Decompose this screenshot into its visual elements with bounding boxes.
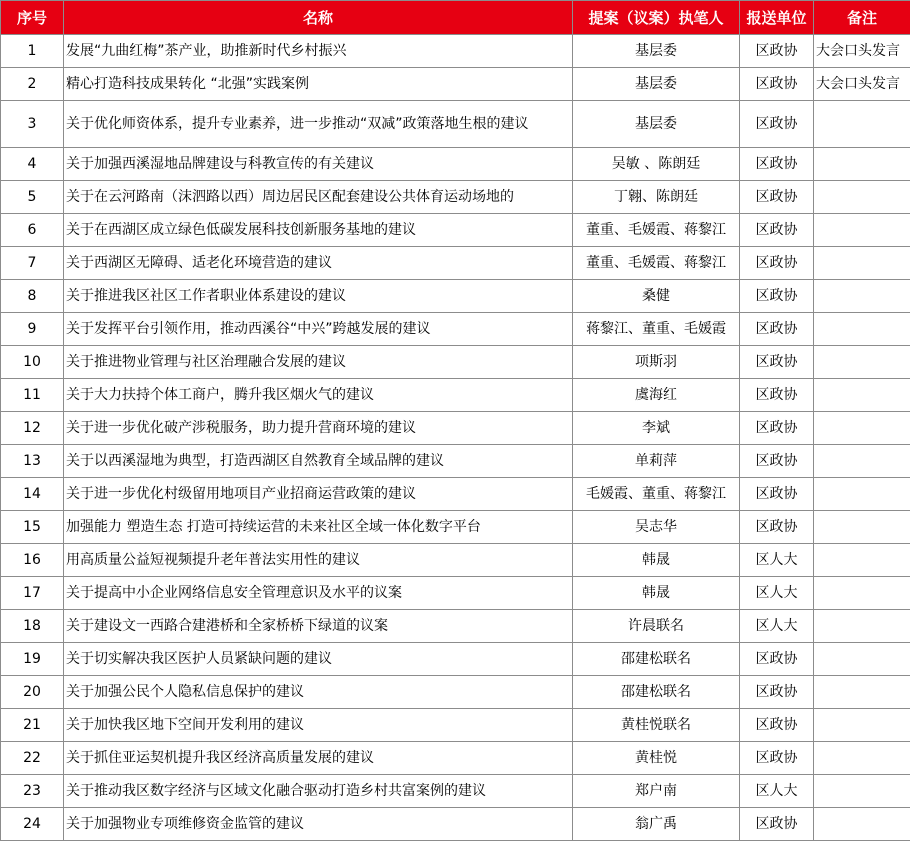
table-row	[1, 709, 910, 742]
table-row	[1, 280, 910, 313]
cell-note	[814, 247, 910, 280]
cell-author: 董重、毛媛霞、蒋黎江	[573, 214, 740, 247]
cell-note	[814, 313, 910, 346]
cell-author: 吴敏 、陈朗廷	[573, 148, 740, 181]
cell-author: 李斌	[573, 412, 740, 445]
table-row	[1, 643, 910, 676]
cell-name: 关于建设文一西路合建港桥和全家桥桥下绿道的议案	[64, 610, 573, 643]
cell-author: 许晨联名	[573, 610, 740, 643]
table-row	[1, 181, 910, 214]
cell-name: 精心打造科技成果转化 “北强”实践案例	[64, 68, 573, 101]
cell-name: 关于切实解决我区医护人员紧缺问题的建议	[64, 643, 573, 676]
cell-unit: 区政协	[740, 181, 814, 214]
cell-note	[814, 379, 910, 412]
cell-no: 3	[1, 101, 64, 148]
cell-unit: 区政协	[740, 214, 814, 247]
cell-note	[814, 676, 910, 709]
cell-unit: 区人大	[740, 544, 814, 577]
table-row	[1, 742, 910, 775]
cell-name: 关于推进物业管理与社区治理融合发展的建议	[64, 346, 573, 379]
cell-unit: 区政协	[740, 742, 814, 775]
cell-no: 21	[1, 709, 64, 742]
cell-no: 10	[1, 346, 64, 379]
cell-note	[814, 577, 910, 610]
cell-name: 关于加快我区地下空间开发利用的建议	[64, 709, 573, 742]
cell-note	[814, 214, 910, 247]
cell-no: 15	[1, 511, 64, 544]
cell-note	[814, 775, 910, 808]
cell-unit: 区政协	[740, 808, 814, 841]
cell-name: 关于发挥平台引领作用，推动西溪谷“中兴”跨越发展的建议	[64, 313, 573, 346]
header-note: 备注	[814, 1, 910, 35]
cell-name: 关于大力扶持个体工商户，腾升我区烟火气的建议	[64, 379, 573, 412]
cell-no: 5	[1, 181, 64, 214]
cell-note	[814, 148, 910, 181]
cell-unit: 区政协	[740, 478, 814, 511]
cell-note	[814, 544, 910, 577]
cell-no: 20	[1, 676, 64, 709]
cell-note	[814, 445, 910, 478]
table-row	[1, 445, 910, 478]
cell-note	[814, 280, 910, 313]
table-row	[1, 544, 910, 577]
cell-no: 14	[1, 478, 64, 511]
cell-name: 关于抓住亚运契机提升我区经济高质量发展的建议	[64, 742, 573, 775]
cell-note	[814, 511, 910, 544]
table-row	[1, 610, 910, 643]
table-row	[1, 247, 910, 280]
cell-unit: 区人大	[740, 577, 814, 610]
cell-note: 大会口头发言	[814, 35, 910, 68]
table-row	[1, 214, 910, 247]
cell-unit: 区政协	[740, 247, 814, 280]
cell-unit: 区政协	[740, 709, 814, 742]
cell-no: 6	[1, 214, 64, 247]
cell-name: 关于西湖区无障碍、适老化环境营造的建议	[64, 247, 573, 280]
cell-no: 4	[1, 148, 64, 181]
cell-unit: 区政协	[740, 68, 814, 101]
cell-no: 24	[1, 808, 64, 841]
cell-author: 邵建松联名	[573, 676, 740, 709]
cell-name: 用高质量公益短视频提升老年普法实用性的建议	[64, 544, 573, 577]
cell-author: 基层委	[573, 35, 740, 68]
cell-unit: 区政协	[740, 35, 814, 68]
cell-author: 黄桂悦联名	[573, 709, 740, 742]
cell-no: 17	[1, 577, 64, 610]
cell-name: 关于优化师资体系，提升专业素养，进一步推动“双减”政策落地生根的建议	[64, 101, 573, 148]
cell-name: 发展“九曲红梅”茶产业，助推新时代乡村振兴	[64, 35, 573, 68]
cell-note	[814, 742, 910, 775]
cell-note	[814, 808, 910, 841]
table-row	[1, 511, 910, 544]
cell-author: 韩晟	[573, 577, 740, 610]
cell-name: 关于推动我区数字经济与区域文化融合驱动打造乡村共富案例的建议	[64, 775, 573, 808]
cell-author: 郑户南	[573, 775, 740, 808]
cell-note	[814, 478, 910, 511]
cell-no: 13	[1, 445, 64, 478]
table-row	[1, 148, 910, 181]
cell-author: 单莉萍	[573, 445, 740, 478]
cell-name: 关于在云河路南（沫泗路以西）周边居民区配套建设公共体育运动场地的	[64, 181, 573, 214]
cell-unit: 区政协	[740, 445, 814, 478]
header-name: 名称	[64, 1, 573, 35]
cell-note	[814, 412, 910, 445]
table-row	[1, 379, 910, 412]
cell-no: 11	[1, 379, 64, 412]
cell-note	[814, 346, 910, 379]
cell-no: 2	[1, 68, 64, 101]
cell-author: 基层委	[573, 101, 740, 148]
cell-note	[814, 643, 910, 676]
cell-no: 18	[1, 610, 64, 643]
cell-no: 12	[1, 412, 64, 445]
cell-unit: 区人大	[740, 775, 814, 808]
table-row	[1, 577, 910, 610]
cell-note	[814, 709, 910, 742]
cell-note	[814, 101, 910, 148]
cell-author: 翁广禹	[573, 808, 740, 841]
cell-name: 关于进一步优化村级留用地项目产业招商运营政策的建议	[64, 478, 573, 511]
cell-unit: 区政协	[740, 346, 814, 379]
cell-author: 桑健	[573, 280, 740, 313]
cell-name: 关于加强物业专项维修资金监管的建议	[64, 808, 573, 841]
cell-name: 加强能力 塑造生态 打造可持续运营的未来社区全域一体化数字平台	[64, 511, 573, 544]
header-author: 提案（议案）执笔人	[573, 1, 740, 35]
table-row	[1, 412, 910, 445]
table-row	[1, 346, 910, 379]
cell-author: 虞海红	[573, 379, 740, 412]
cell-note	[814, 610, 910, 643]
header-no: 序号	[1, 1, 64, 35]
cell-unit: 区政协	[740, 511, 814, 544]
cell-unit: 区政协	[740, 101, 814, 148]
cell-no: 22	[1, 742, 64, 775]
cell-author: 项斯羽	[573, 346, 740, 379]
cell-no: 8	[1, 280, 64, 313]
cell-name: 关于进一步优化破产涉税服务，助力提升营商环境的建议	[64, 412, 573, 445]
cell-author: 吴志华	[573, 511, 740, 544]
cell-no: 23	[1, 775, 64, 808]
cell-unit: 区政协	[740, 313, 814, 346]
cell-author: 邵建松联名	[573, 643, 740, 676]
cell-unit: 区政协	[740, 412, 814, 445]
cell-unit: 区人大	[740, 610, 814, 643]
cell-note	[814, 181, 910, 214]
cell-note: 大会口头发言	[814, 68, 910, 101]
cell-unit: 区政协	[740, 676, 814, 709]
cell-name: 关于以西溪湿地为典型，打造西湖区自然教育全域品牌的建议	[64, 445, 573, 478]
table-row	[1, 101, 910, 148]
cell-name: 关于提高中小企业网络信息安全管理意识及水平的议案	[64, 577, 573, 610]
header-row	[1, 1, 910, 35]
cell-no: 9	[1, 313, 64, 346]
cell-unit: 区政协	[740, 643, 814, 676]
cell-unit: 区政协	[740, 280, 814, 313]
cell-author: 毛媛霞、董重、蒋黎江	[573, 478, 740, 511]
header-unit: 报送单位	[740, 1, 814, 35]
cell-name: 关于加强西溪湿地品牌建设与科教宣传的有关建议	[64, 148, 573, 181]
cell-author: 蒋黎江、董重、毛媛霞	[573, 313, 740, 346]
table-row	[1, 676, 910, 709]
cell-author: 丁翱、陈朗廷	[573, 181, 740, 214]
cell-unit: 区政协	[740, 148, 814, 181]
cell-author: 董重、毛媛霞、蒋黎江	[573, 247, 740, 280]
table-row	[1, 35, 910, 68]
cell-name: 关于加强公民个人隐私信息保护的建议	[64, 676, 573, 709]
cell-author: 黄桂悦	[573, 742, 740, 775]
cell-author: 韩晟	[573, 544, 740, 577]
cell-no: 16	[1, 544, 64, 577]
table-row	[1, 68, 910, 101]
cell-no: 7	[1, 247, 64, 280]
table-row	[1, 478, 910, 511]
cell-no: 1	[1, 35, 64, 68]
table-row	[1, 808, 910, 841]
cell-name: 关于推进我区社区工作者职业体系建设的建议	[64, 280, 573, 313]
cell-author: 基层委	[573, 68, 740, 101]
table-row	[1, 775, 910, 808]
cell-no: 19	[1, 643, 64, 676]
cell-name: 关于在西湖区成立绿色低碳发展科技创新服务基地的建议	[64, 214, 573, 247]
table-row	[1, 313, 910, 346]
cell-unit: 区政协	[740, 379, 814, 412]
